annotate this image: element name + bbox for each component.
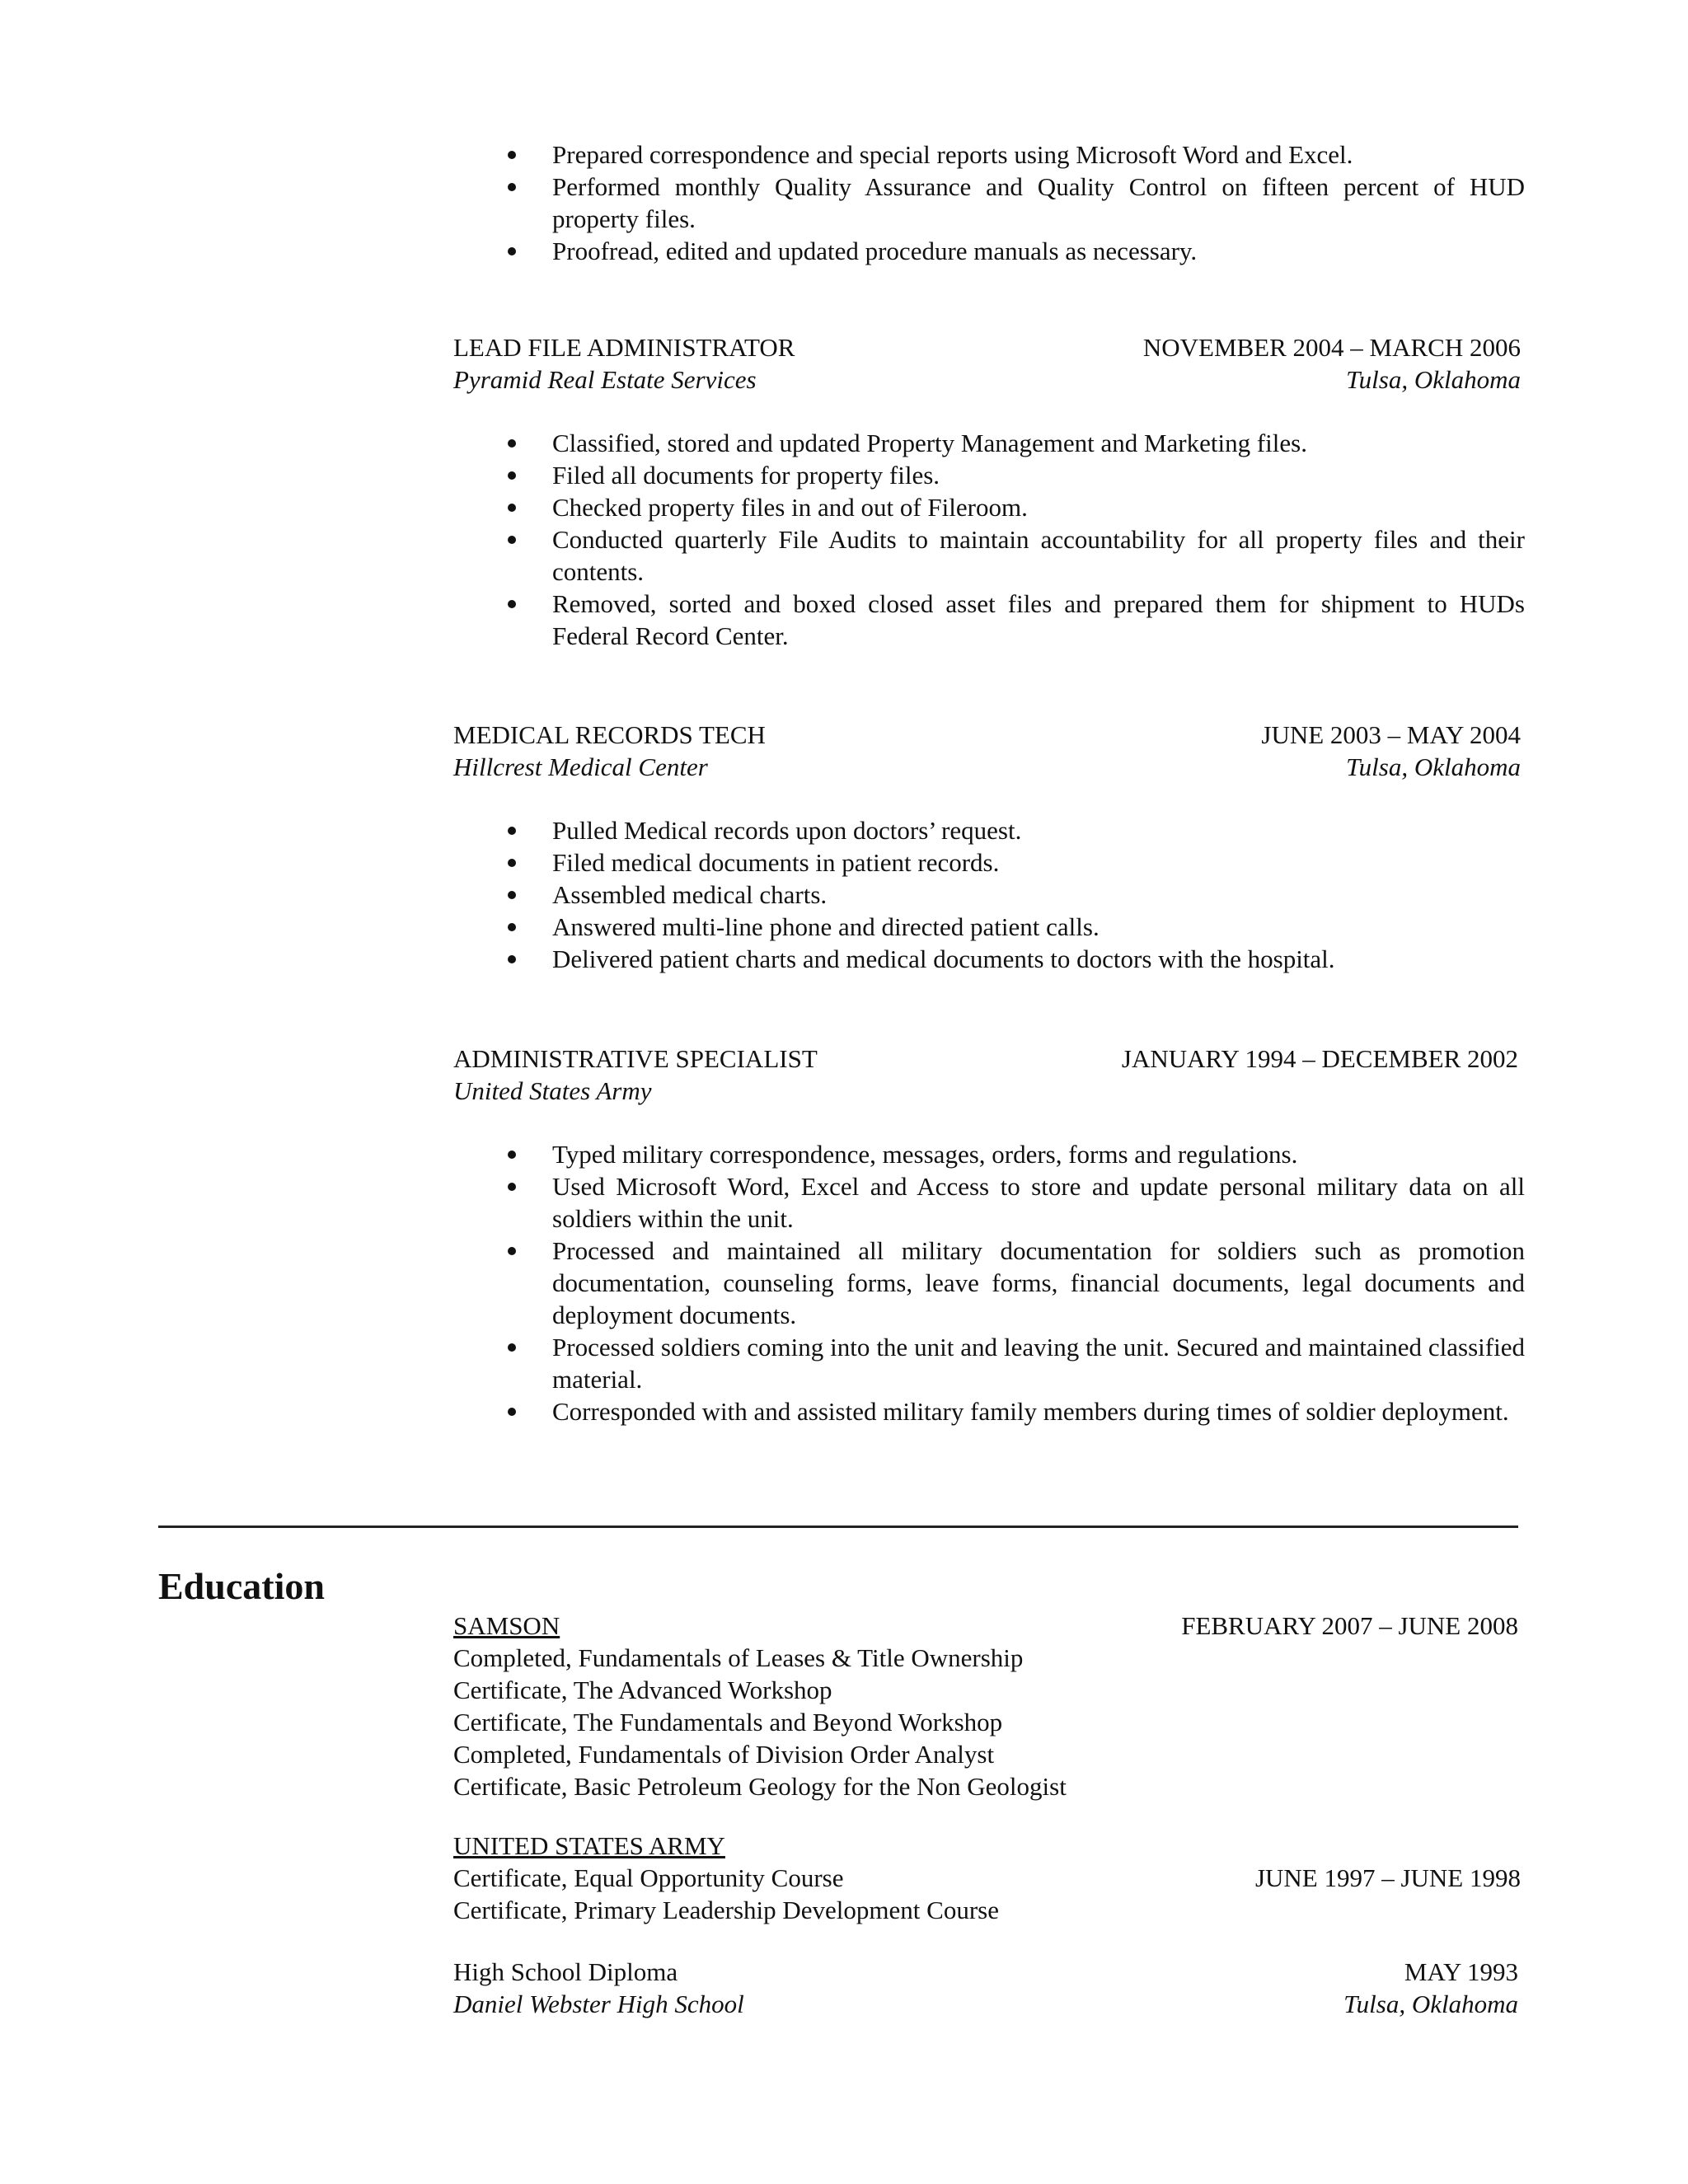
bullet-text: Assembled medical charts. [552, 880, 828, 909]
job-header [453, 331, 1521, 363]
bullet-icon [508, 859, 516, 867]
list-item [453, 879, 1525, 911]
school-name: Daniel Webster High School [453, 1990, 744, 2018]
education-header [453, 1610, 1518, 1642]
job-administrative-specialist [453, 1043, 1525, 1427]
bullet-text: Processed and maintained all military documentation for soldiers such as promotion documentation, counseling forms, leave forms, financial documents, legal documents and deployment documents. [552, 1236, 1525, 1329]
bullet-text: Filed medical documents in patient records. [552, 848, 1000, 877]
bullet-icon [508, 1247, 516, 1255]
bullet-text: Proofread, edited and updated procedure manuals as necessary. [552, 237, 1198, 265]
education-item: Certificate, Basic Petroleum Geology for the Non Geologist [453, 1772, 1067, 1801]
education-high-school [453, 1956, 1525, 2020]
job-location: Tulsa, Oklahoma [1346, 752, 1521, 781]
bullet-icon [508, 151, 516, 159]
list-item [453, 427, 1525, 459]
job-subheader [453, 751, 1521, 783]
bullet-text: Filed all documents for property files. [552, 461, 940, 490]
job-dates: JANUARY 1994 – DECEMBER 2002 [1121, 1044, 1518, 1073]
job-title: ADMINISTRATIVE SPECIALIST [453, 1044, 818, 1073]
job-bullets [453, 427, 1525, 652]
job-title: MEDICAL RECORDS TECH [453, 720, 766, 749]
institution-name: SAMSON [453, 1611, 560, 1640]
bullet-icon [508, 183, 516, 191]
bullet-icon [508, 471, 516, 480]
education-dates: JUNE 1997 – JUNE 1998 [1254, 1863, 1521, 1892]
education-dates: MAY 1993 [1404, 1957, 1518, 1986]
bullet-text: Removed, sorted and boxed closed asset files and prepared them for shipment to HUDs Federal Record Center. [552, 589, 1525, 650]
job-subheader [453, 363, 1521, 396]
education-item: Certificate, Equal Opportunity Course [453, 1863, 844, 1892]
job-lead-file-administrator [453, 331, 1525, 652]
list-item [453, 814, 1525, 846]
list-item [453, 1138, 1525, 1170]
bullet-icon [508, 923, 516, 931]
bullet-text: Processed soldiers coming into the unit and leaving the unit. Secured and maintained classified material. [552, 1333, 1525, 1394]
education-samson [453, 1610, 1525, 1802]
section-divider [158, 1526, 1518, 1528]
bullet-icon [508, 955, 516, 963]
previous-job-bullets [453, 138, 1525, 267]
job-bullets [453, 1138, 1525, 1427]
list-item [453, 235, 1525, 267]
list-item [453, 846, 1525, 879]
education-item: Certificate, The Fundamentals and Beyond Workshop [453, 1708, 1003, 1736]
bullet-icon [508, 891, 516, 899]
bullet-text: Conducted quarterly File Audits to maintain accountability for all property files and their contents. [552, 525, 1525, 586]
job-header [453, 1043, 1518, 1075]
bullet-icon [508, 1151, 516, 1159]
bullet-icon [508, 1183, 516, 1191]
list-item [453, 171, 1525, 235]
job-location: Tulsa, Oklahoma [1346, 365, 1521, 394]
bullet-icon [508, 247, 516, 255]
education-item: Certificate, The Advanced Workshop [453, 1675, 832, 1704]
bullet-text: Typed military correspondence, messages, orders, forms and regulations. [552, 1140, 1298, 1169]
list-item [453, 1331, 1525, 1395]
job-company: Pyramid Real Estate Services [453, 365, 757, 394]
education-item: Completed, Fundamentals of Leases & Title Ownership [453, 1643, 1024, 1672]
education-dates: FEBRUARY 2007 – JUNE 2008 [1181, 1611, 1518, 1640]
bullet-icon [508, 439, 516, 448]
bullet-text: Classified, stored and updated Property Management and Marketing files. [552, 429, 1307, 457]
job-header [453, 719, 1521, 751]
bullet-icon [508, 600, 516, 608]
education-subheader [453, 1988, 1518, 2020]
bullet-text: Performed monthly Quality Assurance and Quality Control on fifteen percent of HUD property files. [552, 172, 1525, 233]
education-army [453, 1830, 1525, 1926]
list-item [453, 138, 1525, 171]
bullet-icon [508, 827, 516, 835]
school-location: Tulsa, Oklahoma [1343, 1990, 1518, 2018]
bullet-icon [508, 536, 516, 544]
education-header [453, 1956, 1518, 1988]
job-dates: NOVEMBER 2004 – MARCH 2006 [1142, 333, 1521, 362]
bullet-text: Used Microsoft Word, Excel and Access to store and update personal military data on all soldiers within the unit. [552, 1172, 1525, 1233]
job-company: United States Army [453, 1076, 652, 1105]
job-medical-records-tech [453, 719, 1525, 975]
bullet-text: Checked property files in and out of Fileroom. [552, 493, 1028, 522]
bullet-text: Delivered patient charts and medical documents to doctors with the hospital. [552, 944, 1335, 973]
education-item: Completed, Fundamentals of Division Order Analyst [453, 1740, 995, 1769]
list-item [453, 523, 1525, 588]
list-item [453, 459, 1525, 491]
job-title: LEAD FILE ADMINISTRATOR [453, 333, 795, 362]
bullet-text: Prepared correspondence and special reports using Microsoft Word and Excel. [552, 140, 1353, 169]
bullet-icon [508, 1408, 516, 1416]
education-heading: Education [158, 1565, 325, 1607]
previous-job-continuation [453, 138, 1525, 267]
bullet-icon [508, 504, 516, 512]
bullet-text: Pulled Medical records upon doctors’ request. [552, 816, 1022, 845]
job-company: Hillcrest Medical Center [453, 752, 708, 781]
job-subheader [453, 1075, 1521, 1107]
education-item: Certificate, Primary Leadership Development Course [453, 1896, 999, 1924]
list-item [453, 1235, 1525, 1331]
list-item [453, 491, 1525, 523]
bullet-text: Corresponded with and assisted military family members during times of soldier deployment. [552, 1397, 1509, 1426]
institution-name: UNITED STATES ARMY [453, 1831, 725, 1860]
bullet-icon [508, 1343, 516, 1352]
bullet-text: Answered multi-line phone and directed patient calls. [552, 912, 1100, 941]
list-item [453, 1395, 1525, 1427]
list-item [453, 943, 1525, 975]
list-item [453, 1170, 1525, 1235]
list-item [453, 588, 1525, 652]
job-bullets [453, 814, 1525, 975]
list-item [453, 911, 1525, 943]
diploma-name: High School Diploma [453, 1957, 678, 1986]
education-item-row [453, 1862, 1521, 1894]
job-dates: JUNE 2003 – MAY 2004 [1261, 720, 1521, 749]
